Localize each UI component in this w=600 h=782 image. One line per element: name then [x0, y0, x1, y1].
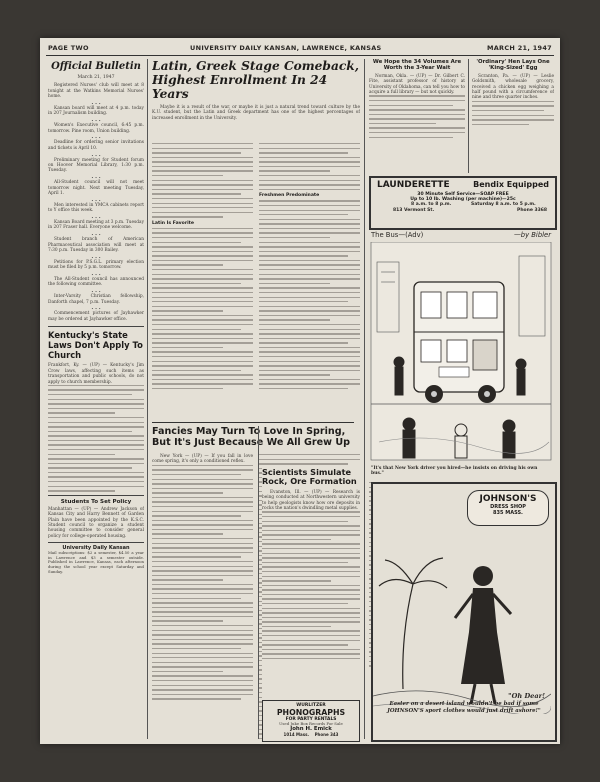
fancies-lead: New York — (UP) — If you fall in love come spring, it's only a conditioned reflex. [152, 454, 253, 465]
cartoon-caption: "It's that New York driver you hired—he insists on driving his own bus." [371, 466, 538, 476]
fancies-body-left [152, 454, 253, 703]
bulletin-item: Women's Executive council, 6:45 p.m. tomorrow. Pine room, Union building. [48, 123, 144, 134]
bulletin-item: Kansan Board meeting at 3 p.m. Tuesday in 207 Fraser hall. Everyone welcome. [48, 220, 144, 231]
bulletin-item: Student branch of American Pharmaceutical association will meet at 7:30 p.m. Tuesday in 300 Bailey. [48, 237, 144, 254]
johnsons-ad [371, 482, 557, 742]
bulletin-item: Inter-Varsity Christian fellowship, Danforth chapel, 7 p.m. Tuesday. [48, 294, 144, 305]
scientists-body [262, 511, 360, 659]
kentucky-body [48, 385, 144, 492]
bulletin-item: All-Student council will not meet tomorrow night. Next meeting Tuesday, April 1. [48, 180, 144, 197]
cartoon-header [369, 230, 553, 242]
phono-note: Used Juke Box Records For Sale [279, 721, 343, 726]
students-headline: Students To Set Policy [60, 498, 132, 505]
phono-contact [263, 732, 359, 737]
kentucky-lead: Frankfort, Ky. — (UP) — Kentucky's Jim Crow laws, affecting such items as transportation and public schools, do not apply to church membership. [48, 363, 144, 385]
phono-address: 1014 Mass. [283, 732, 310, 738]
bus-drawing [369, 242, 553, 462]
phono-sub: FOR PARTY RENTALS [285, 717, 337, 722]
egg-lead: Scranton, Pa. — (UP) — Leslie Goldsmith, wholesale grocery, received a chicken egg weighing a half pound with a circumference of nine and three quarter inches. [472, 73, 554, 101]
laund-line1: 30 Minute Self Service—SOAP FREE [417, 192, 509, 197]
latin-subhead-2: Freshmen Predominate [259, 193, 320, 199]
johnsons-quote: "Oh Dear! [508, 692, 545, 700]
issue-date: MARCH 21, 1947 [486, 44, 552, 52]
left-column [48, 59, 144, 739]
egg-body [472, 101, 554, 125]
bulletin-date: March 21, 1947 [77, 75, 115, 80]
header-rule [46, 55, 554, 56]
palm-tree-icon [379, 558, 447, 689]
phono-brand: WURLITZER [296, 703, 326, 708]
latin-headline: Latin, Greek Stage Comeback, Highest Enrollment In 24 Years [152, 59, 359, 101]
bulletin-divider: • • • [91, 152, 101, 158]
bulletin-list [48, 83, 144, 322]
scientists-lead: Evanston, Ill. — (UP) — Research is being conducted at Northwestern university to help geologists know how ore deposits in rocks the nation's dwindling metal supplies. [262, 489, 360, 512]
page-number: PAGE TWO [48, 44, 89, 52]
phonograph-ad [262, 700, 360, 742]
bulletin-item: Registered Nurses' club will meet at 8 tonight at the Watkins Memorial Nurses' home. [48, 83, 144, 100]
cartoon-title: The Bus—(Adv) [371, 231, 424, 239]
latin-body-left [152, 143, 253, 393]
bulletin-item: Preliminary meeting for Student forum on Hoover Memorial Library, 1:30 p.m. Tuesday. [48, 157, 144, 174]
bulletin-divider: • • • [91, 272, 101, 278]
fancies-headline: Fancies May Turn To Love In Spring, But It's Just Because We All Grew Up [152, 426, 351, 448]
column-rule-3 [364, 59, 365, 739]
laund-phone: Phone 3368 [517, 208, 547, 213]
volumes-lead: Norman, Okla. — (UP) — Dr. Gilbert C. Fite, assistant professor of history at University of Oklahoma, can tell you how to acquire a full library — but not quickly. [369, 73, 465, 96]
bulletin-item: The All-Student council has announced the following committee. [48, 277, 144, 288]
bulletin-item: Deadline for ordering senior invitations and tickets is April 10. [48, 140, 144, 151]
laund-contact [371, 208, 555, 214]
johnsons-copy-wrap [373, 692, 555, 716]
johnsons-line1: DRESS SHOP [490, 504, 526, 510]
column-rule-4 [468, 59, 469, 173]
bulletin-item: Kansan board will meet at 4 p.m. today in 207 Journalism building. [48, 106, 144, 117]
bulletin-divider: • • • [91, 215, 101, 221]
laund-slogan: Bendix Equipped [473, 180, 549, 189]
island-illustration [373, 514, 551, 714]
laund-top [371, 180, 555, 192]
bulletin-divider: • • • [91, 197, 101, 203]
kentucky-article [48, 326, 144, 491]
latin-subhead-1: Latin Is Favorite [152, 220, 194, 226]
bulletin-divider: • • • [91, 101, 101, 107]
bulletin-item: Petitions for P.S.G.L. primary election must be filed by 5 p.m. tomorrow. [48, 259, 144, 271]
phono-phone: Phone 343 [314, 732, 339, 738]
bulletin-divider: • • • [91, 254, 101, 260]
johnsons-copy: Easter on a desert island wouldn't be bad if some JOHNSON'S sport clothes would just drift ashore!" [387, 701, 541, 714]
bulletin-divider: • • • [91, 135, 101, 141]
launderette-ad [369, 176, 557, 230]
laund-name: LAUNDERETTE [377, 180, 450, 190]
scientists-headline: Scientists Simulate Rock, Ore Formation [262, 468, 357, 487]
laund-address: 813 Vermont St. [393, 208, 435, 213]
latin-lead: Maybe it is a result of the war, or maybe it is just a natural trend toward culture by the K.U. student, but the Latin and Greek department has one of the highest percentages of increased enrollment in the University. [152, 105, 360, 121]
volumes-body [369, 95, 465, 138]
masthead [48, 542, 144, 574]
johnsons-line2: 835 MASS. [493, 510, 523, 516]
masthead-title: University Daily Kansan [62, 545, 130, 552]
bulletin-divider: • • • [91, 118, 101, 124]
bus-icon [414, 282, 504, 403]
students-lead: Manhattan — (UP) — Andrew Jackson of Kansas City and Harry Bennett of Garden Plain have been appointed by the K.S.C. Student council to organize a student housing committee to consider general policy for college-operated housing. [48, 506, 144, 539]
latin-article [152, 59, 360, 421]
scientists-article [262, 468, 360, 698]
phono-name: John H. Emick [290, 726, 332, 733]
egg-article [472, 59, 554, 175]
volumes-headline: We Hope the 34 Volumes Are Worth the 3-Year Wait [372, 59, 462, 72]
bulletin-divider: • • • [91, 175, 101, 181]
laund-hours2: Saturday 8 a.m. to 5 p.m. [471, 202, 536, 207]
bulletin-divider: • • • [91, 306, 101, 312]
bulletin-title-wrap [48, 61, 144, 72]
bus-cartoon [369, 230, 553, 478]
johnsons-name: JOHNSON'S [479, 494, 537, 504]
column-rule-1 [147, 59, 148, 739]
volumes-article [369, 59, 465, 175]
bulletin-divider: • • • [91, 232, 101, 238]
paper-name: UNIVERSITY DAILY KANSAN, LAWRENCE, KANSAS [190, 44, 382, 52]
laund-hours1: 8 a.m. to 8 p.m. [411, 202, 452, 207]
kentucky-headline: Kentucky's State Laws Don't Apply To Church [48, 330, 143, 361]
bulletin-item: Men interested in YMCA cabinets report to Y office this week. [48, 202, 144, 214]
students-article [48, 495, 144, 539]
latin-bottom-rule [152, 422, 354, 423]
egg-headline: 'Ordinary' Hen Lays One 'King-Sized' Egg [476, 59, 550, 72]
bulletin-item: Commencement pictures of Jayhawker may be ordered at Jayhawker office. [48, 311, 144, 322]
laund-line2: Up to 10 lb. Washing (per machine)—25c [410, 197, 516, 202]
bulletin-title: Official Bulletin [51, 61, 141, 72]
bulletin-divider: • • • [91, 289, 101, 295]
cartoon-byline: —by Bibler [513, 231, 551, 239]
woman-figure-icon [455, 566, 511, 704]
masthead-note: Mail subscriptions: $2 a semester, $4.50 a year in Lawrence and $3 a semester outside. Published in Lawrence, Kansas, each afternoon during the school year except Saturday and Sunday. [48, 550, 144, 574]
latin-body-right [259, 143, 360, 393]
column-rule-2 [258, 426, 259, 739]
newspaper-page [40, 38, 560, 744]
phono-title: PHONOGRAPHS [276, 708, 346, 717]
page-header [40, 42, 560, 54]
